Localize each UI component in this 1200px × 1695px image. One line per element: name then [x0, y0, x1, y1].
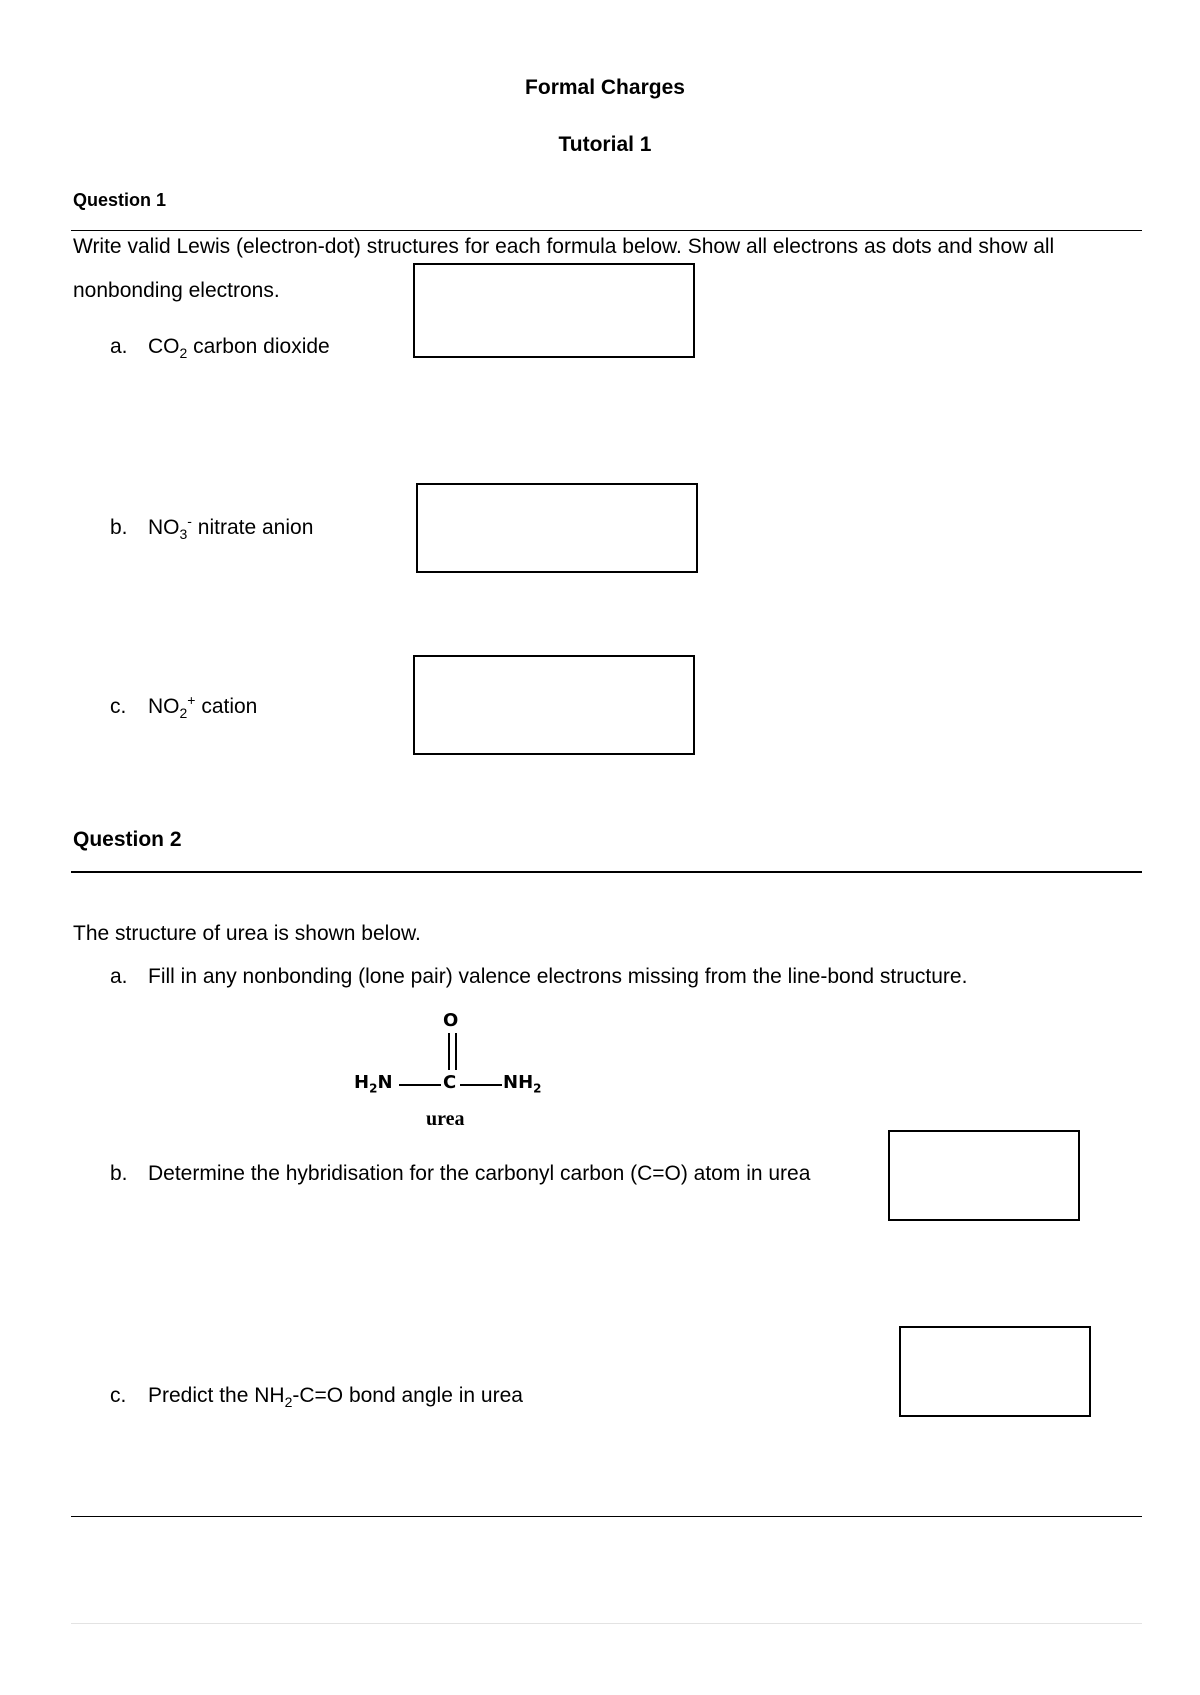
formula-superscript: -	[187, 513, 192, 529]
page-title: Formal Charges	[525, 76, 685, 99]
q2-item-c	[110, 1384, 523, 1410]
formula-subscript: 2	[179, 345, 188, 362]
item-text: carbon dioxide	[187, 335, 330, 358]
item-text-after: -C=O bond angle in urea	[292, 1384, 523, 1407]
formula: NO	[148, 516, 180, 539]
item-text: Determine the hybridisation for the carbonyl carbon (C=O) atom in urea	[148, 1162, 811, 1185]
question-2-intro: The structure of urea is shown below.	[73, 922, 421, 945]
item-subscript: 2	[284, 1394, 293, 1411]
double-bond	[455, 1033, 457, 1070]
question-1-instruction-line2: nonbonding electrons.	[73, 279, 280, 302]
answer-box-q1a[interactable]	[413, 263, 695, 358]
item-text: cation	[195, 695, 258, 718]
formula-subscript: 3	[179, 526, 188, 543]
question-1-instruction-line1: Write valid Lewis (electron-dot) structures for each formula below. Show all electrons as dots and show all	[73, 235, 1055, 258]
bottom-divider	[71, 1516, 1142, 1517]
q2-item-a	[110, 965, 967, 989]
single-bond-left	[399, 1084, 441, 1086]
question-2-divider	[71, 871, 1142, 873]
q2-item-b	[110, 1162, 810, 1186]
item-text: Fill in any nonbonding (lone pair) valence electrons missing from the line-bond structure.	[148, 965, 968, 988]
carbon-atom: C	[443, 1072, 457, 1093]
item-text-before: Predict the NH	[148, 1384, 285, 1407]
answer-box-q1c[interactable]	[413, 655, 695, 755]
item-label: c.	[110, 1384, 127, 1407]
formula: NO	[148, 695, 180, 718]
q1-item-b	[110, 513, 313, 542]
item-label: a.	[110, 335, 128, 358]
answer-box-q2b[interactable]	[888, 1130, 1080, 1221]
question-1-divider	[71, 230, 1142, 231]
answer-box-q1b[interactable]	[416, 483, 698, 573]
item-label: a.	[110, 965, 128, 988]
molecule-caption: urea	[426, 1108, 465, 1130]
oxygen-atom: O	[443, 1010, 459, 1031]
footer-divider	[71, 1623, 1142, 1624]
item-text: nitrate anion	[191, 516, 314, 539]
answer-box-q2c[interactable]	[899, 1326, 1091, 1417]
single-bond-right	[460, 1084, 502, 1086]
formula-superscript: +	[187, 692, 196, 708]
item-label: c.	[110, 695, 127, 718]
formula-subscript: 2	[179, 705, 188, 722]
formula: CO	[148, 335, 180, 358]
page-subtitle: Tutorial 1	[558, 133, 652, 156]
item-label: b.	[110, 1162, 128, 1185]
question-1-heading: Question 1	[73, 190, 167, 210]
amine-group-right: $NH_2$	[503, 1072, 542, 1096]
double-bond	[448, 1033, 450, 1070]
q1-item-c	[110, 692, 257, 721]
urea-structure	[350, 1008, 570, 1138]
item-label: b.	[110, 516, 128, 539]
question-2-heading: Question 2	[73, 828, 182, 851]
q1-item-a	[110, 335, 330, 361]
amine-group-left: $H_2N$	[354, 1072, 393, 1096]
